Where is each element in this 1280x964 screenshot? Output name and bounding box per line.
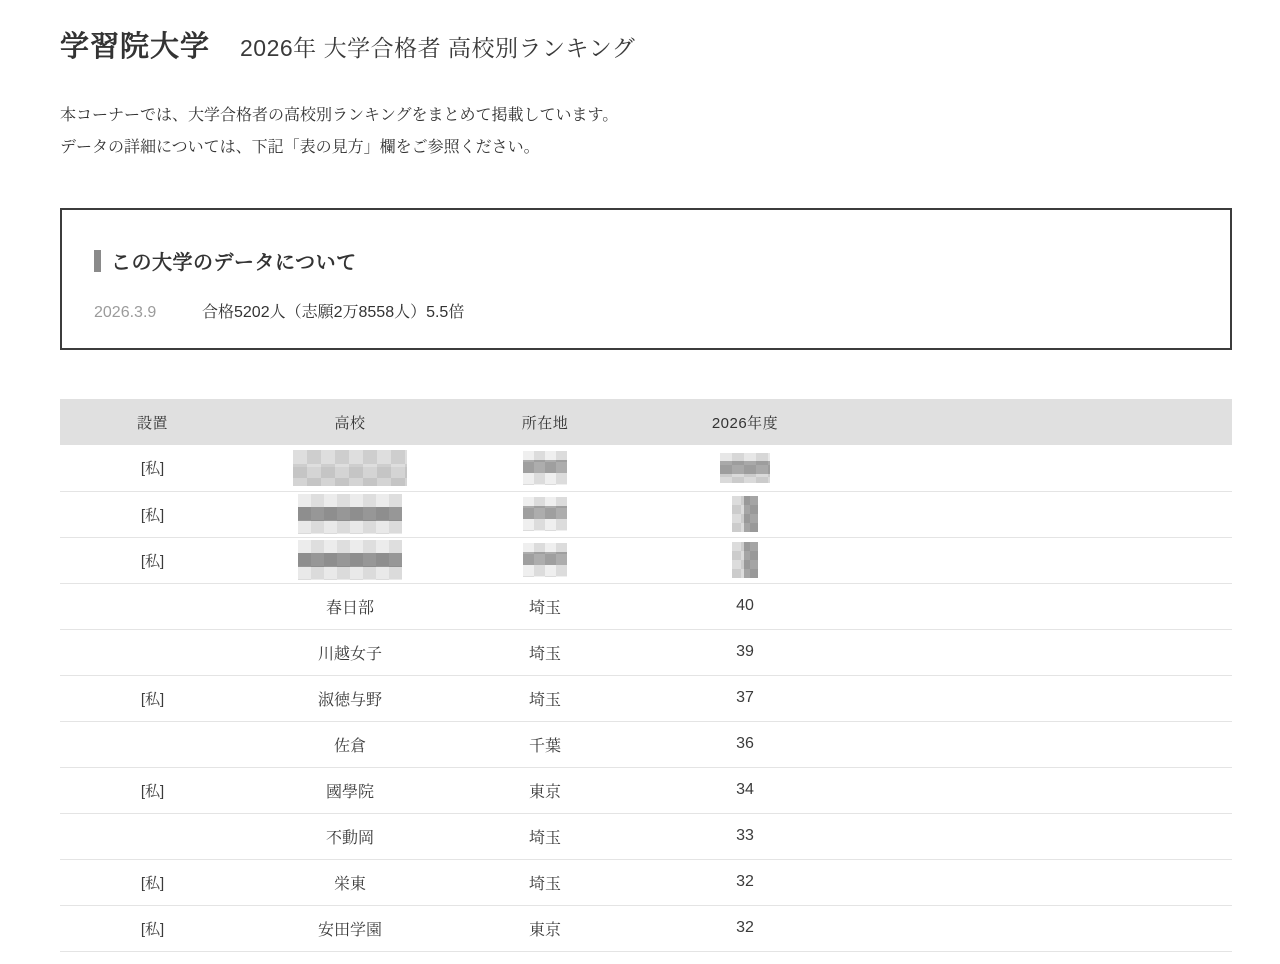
- table-row: [60, 859, 1232, 905]
- censored-school-mosaic: [298, 494, 402, 534]
- table-row: [60, 905, 1232, 951]
- intro-paragraph: [60, 100, 1232, 164]
- cell-prefecture: 埼玉: [455, 813, 635, 859]
- censored-prefecture-mosaic: [523, 497, 567, 531]
- cell-prefecture: 埼玉: [455, 859, 635, 905]
- table-row: [60, 491, 1232, 537]
- cell-school: [245, 491, 455, 537]
- cell-school: [245, 445, 455, 491]
- cell-year-value: [635, 537, 855, 583]
- table-row: [60, 675, 1232, 721]
- cell-spacer: [855, 583, 1232, 629]
- cell-year-value: 32: [635, 859, 855, 905]
- cell-founding: [私]: [60, 537, 245, 583]
- data-box-entry: [94, 299, 1198, 322]
- cell-school: 川越女子: [245, 629, 455, 675]
- censored-prefecture-mosaic: [523, 543, 567, 577]
- cell-spacer: [855, 445, 1232, 491]
- col-header-founding: 設置: [60, 399, 245, 445]
- data-box-heading-label: この大学のデータについて: [111, 252, 357, 274]
- cell-school: 不動岡: [245, 813, 455, 859]
- table-row: [60, 813, 1232, 859]
- cell-spacer: [855, 629, 1232, 675]
- col-header-prefecture: 所在地: [455, 399, 635, 445]
- cell-school: 安田学園: [245, 905, 455, 951]
- cell-year-value: 39: [635, 629, 855, 675]
- cell-year-value: 37: [635, 675, 855, 721]
- censored-value-mosaic: [732, 542, 758, 578]
- censored-school-mosaic: [293, 450, 407, 486]
- intro-line-1: 本コーナーでは、大学合格者の高校別ランキングをまとめて掲載しています。: [60, 107, 619, 124]
- cell-founding: [60, 583, 245, 629]
- university-name: 学習院大学: [60, 31, 211, 63]
- cell-school: 春日部: [245, 583, 455, 629]
- cell-prefecture: 埼玉: [455, 675, 635, 721]
- cell-year-value: 33: [635, 813, 855, 859]
- cell-year-value: [635, 491, 855, 537]
- col-header-school: 高校: [245, 399, 455, 445]
- cell-spacer: [855, 859, 1232, 905]
- cell-spacer: [855, 813, 1232, 859]
- cell-spacer: [855, 491, 1232, 537]
- university-data-box: [60, 208, 1232, 350]
- cell-founding: [私]: [60, 675, 245, 721]
- cell-prefecture: 埼玉: [455, 583, 635, 629]
- page-header: [60, 28, 1232, 66]
- ranking-table-body: [60, 445, 1232, 951]
- cell-prefecture: 埼玉: [455, 629, 635, 675]
- cell-prefecture: 東京: [455, 905, 635, 951]
- censored-value-mosaic: [732, 496, 758, 532]
- cell-founding: [60, 629, 245, 675]
- censored-prefecture-mosaic: [523, 451, 567, 485]
- cell-founding: [私]: [60, 905, 245, 951]
- cell-year-value: 34: [635, 767, 855, 813]
- cell-prefecture: 千葉: [455, 721, 635, 767]
- table-row: [60, 767, 1232, 813]
- cell-founding: [私]: [60, 767, 245, 813]
- cell-school: 佐倉: [245, 721, 455, 767]
- cell-school: [245, 537, 455, 583]
- cell-spacer: [855, 905, 1232, 951]
- cell-spacer: [855, 721, 1232, 767]
- header-row: [60, 399, 1232, 445]
- cell-founding: [私]: [60, 859, 245, 905]
- col-header-spacer: [855, 399, 1232, 445]
- cell-year-value: 32: [635, 905, 855, 951]
- entry-date: 2026.3.9: [94, 304, 157, 321]
- cell-prefecture: [455, 445, 635, 491]
- cell-founding: [60, 813, 245, 859]
- cell-spacer: [855, 537, 1232, 583]
- cell-school: 栄東: [245, 859, 455, 905]
- cell-school: 國學院: [245, 767, 455, 813]
- entry-summary: 合格5202人（志願2万8558人）5.5倍: [202, 304, 465, 321]
- intro-line-2: データの詳細については、下記「表の見方」欄をご参照ください。: [60, 139, 540, 156]
- cell-founding: [私]: [60, 445, 245, 491]
- page-subtitle: 2026年 大学合格者 高校別ランキング: [240, 35, 636, 61]
- ranking-table: [60, 399, 1232, 952]
- cell-founding: [私]: [60, 491, 245, 537]
- cell-year-value: [635, 445, 855, 491]
- cell-school: 淑徳与野: [245, 675, 455, 721]
- col-header-year: 2026年度: [635, 399, 855, 445]
- cell-year-value: 40: [635, 583, 855, 629]
- cell-prefecture: [455, 537, 635, 583]
- cell-spacer: [855, 675, 1232, 721]
- cell-year-value: 36: [635, 721, 855, 767]
- table-row: [60, 537, 1232, 583]
- data-box-heading: [94, 246, 1198, 275]
- table-row: [60, 445, 1232, 491]
- table-row: [60, 583, 1232, 629]
- cell-prefecture: 東京: [455, 767, 635, 813]
- ranking-table-section: [60, 399, 1232, 952]
- table-row: [60, 629, 1232, 675]
- cell-prefecture: [455, 491, 635, 537]
- censored-school-mosaic: [298, 540, 402, 580]
- cell-founding: [60, 721, 245, 767]
- table-row: [60, 721, 1232, 767]
- heading-bar-marker: [94, 250, 101, 272]
- ranking-table-head: [60, 399, 1232, 445]
- censored-value-mosaic: [720, 453, 770, 483]
- cell-spacer: [855, 767, 1232, 813]
